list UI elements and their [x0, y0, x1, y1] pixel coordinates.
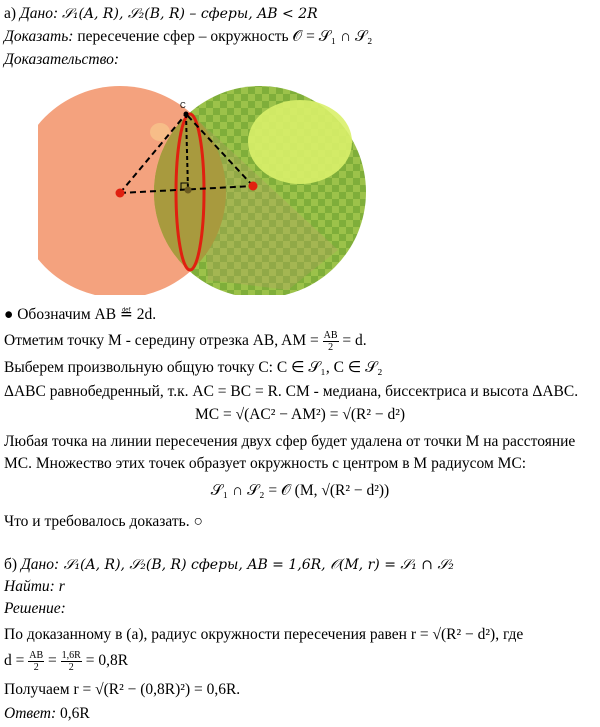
solution-line-3: Получаем r = √(R² − (0,8R)²) = 0,6R. [4, 681, 241, 698]
prove-label: Доказать: [4, 28, 74, 45]
prove-line [4, 27, 372, 47]
given-line-a [4, 4, 318, 24]
label-c: C [180, 101, 186, 110]
point-a [116, 189, 125, 198]
frac-den: 2 [68, 662, 74, 673]
frac-den: 2 [33, 662, 39, 673]
step-4: ΔABC равнобедренный, т.к. AC = BC = R. CM - медиана, биссектриса и высота ΔABC. [4, 383, 579, 400]
fraction-ab-2-b [28, 650, 44, 673]
answer-text: 0,6R [56, 705, 90, 722]
step-3: Выберем произвольную общую точку C: C ∈ 𝒮₁, C ∈ 𝒮₂ [4, 359, 383, 376]
fraction-16r-2 [61, 650, 82, 673]
step-2 [4, 330, 367, 353]
answer-line [4, 704, 90, 724]
step-2-text: Отметим точку M - середину отрезка AB, AM = [4, 332, 323, 350]
sphere-2-highlight [248, 100, 352, 184]
frac-num: 1,6R [61, 650, 81, 661]
point-b [249, 182, 258, 191]
given-text: 𝒮₁(A, R), 𝒮₂(B, R) – сферы, AB < 2R [62, 6, 318, 22]
part-b-prefix: б) [4, 556, 21, 573]
find-line [4, 577, 65, 597]
find-text: r [54, 578, 65, 595]
given-label: Дано: [19, 5, 59, 22]
formula-intersection: 𝒮₁ ∩ 𝒮₂ = 𝒪 (M, √(R² − d²)) [210, 482, 390, 499]
solution-line-2 [4, 650, 128, 673]
point-c [184, 112, 189, 117]
find-label: Найти: [4, 578, 55, 595]
part-a-prefix: а) [4, 5, 20, 22]
given-text-b: 𝒮₁(A, R), 𝒮₂(B, R) сферы, AB = 1,6R, 𝒪(M, r) = 𝒮₁ ∩ 𝒮₂ [59, 557, 454, 573]
point-m [185, 187, 192, 194]
step-1: ● Обозначим AB ≝ 2d. [4, 306, 157, 323]
frac-den: 2 [328, 342, 334, 353]
step-5-line-2: MC. Множество этих точек образует окружность с центром в M радиусом MC: [4, 455, 527, 472]
solution-label: Решение: [4, 600, 66, 617]
given-label-b: Дано: [20, 556, 60, 573]
prove-text: пересечение сфер – окружность 𝒪 = 𝒮₁ ∩ 𝒮₂ [73, 28, 373, 45]
frac-num: AB [29, 650, 44, 661]
given-line-b [4, 555, 454, 575]
sol2-start: d = [4, 652, 29, 670]
qed-line: Что и требовалось доказать. ○ [4, 513, 203, 530]
fraction-ab-2 [323, 330, 339, 353]
spheres-figure [38, 80, 368, 295]
step-2-end: = d. [342, 332, 367, 350]
answer-label: Ответ: [4, 705, 57, 722]
frac-num: AB [323, 330, 338, 341]
formula-mc: MC = √(AC² − AM²) = √(R² − d²) [194, 406, 406, 423]
proof-label: Доказательство: [4, 51, 120, 68]
sol2-end: = 0,8R [85, 652, 129, 670]
sol2-mid: = [48, 652, 61, 670]
step-5-line-1: Любая точка на линии пересечения двух сфер будет удалена от точки M на расстояние [4, 433, 576, 450]
solution-line-1: По доказанному в (а), радиус окружности пересечения равен r = √(R² − d²), где [4, 626, 524, 643]
